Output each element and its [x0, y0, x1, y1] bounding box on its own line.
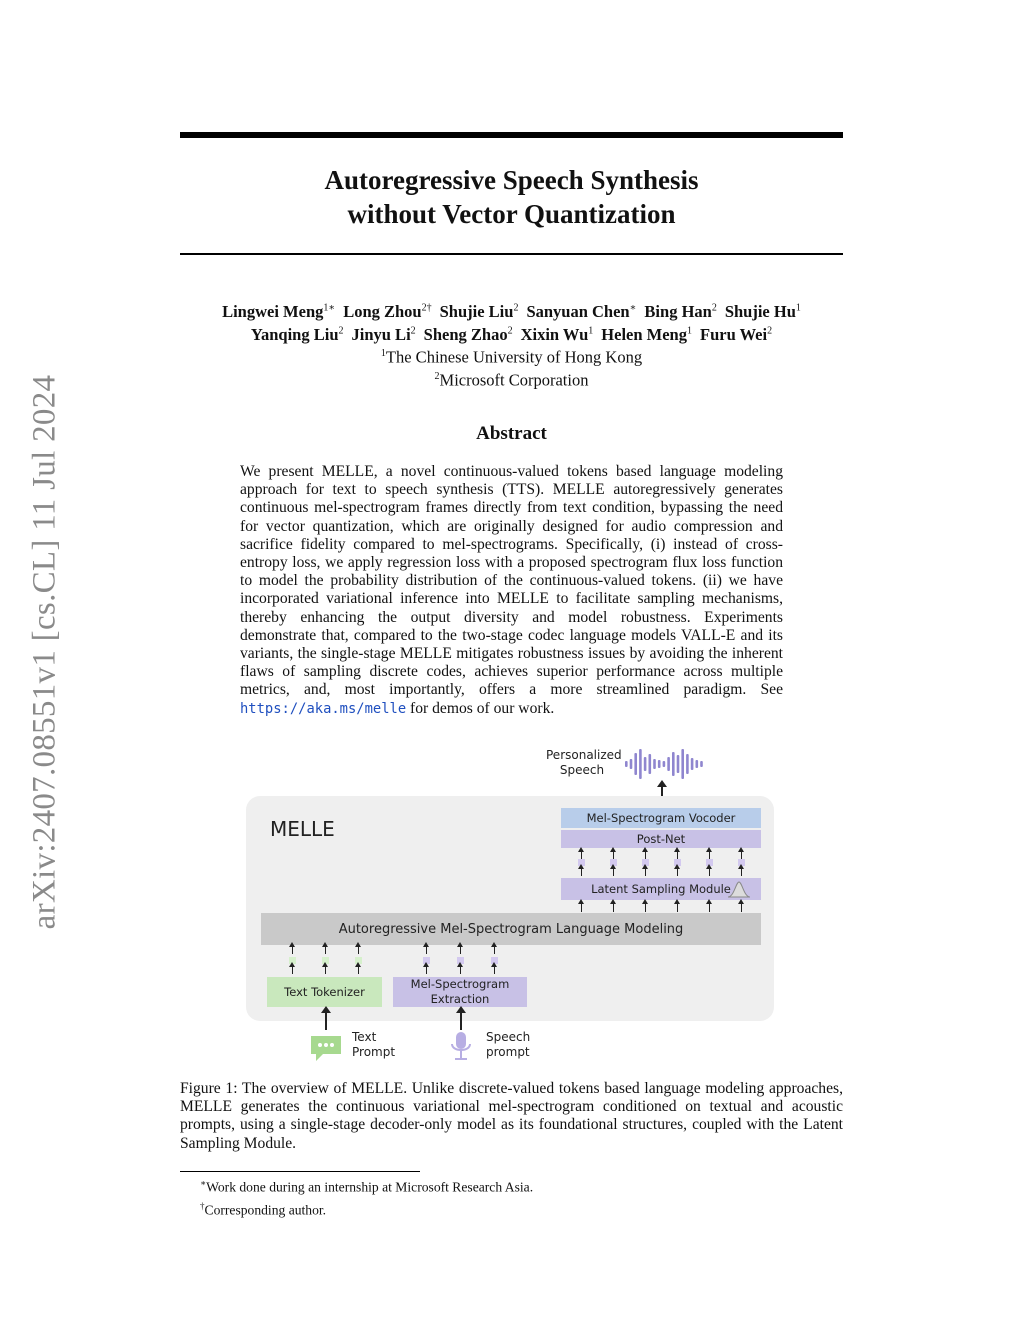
flow-arrow — [709, 903, 710, 912]
flow-arrow — [645, 868, 646, 876]
top-thick-rule — [180, 132, 843, 138]
waveform-bar — [677, 755, 680, 773]
author-affiliation-mark: 2† — [421, 302, 432, 313]
author-name — [424, 325, 513, 344]
author-name-text: Jinyu Li — [351, 324, 411, 344]
waveform-bar — [696, 760, 699, 768]
author-name — [700, 325, 772, 344]
figure-caption: Figure 1: The overview of MELLE. Unlike discrete-valued tokens based language modeling approaches, MELLE generates the continuous variational mel-spectrogram conditioned on textual and acoustic prompts, using a single-stage decoder-only model as its foundational structures, coupled with the Latent Sampling Module. — [180, 1080, 843, 1152]
author-name-text: Sheng Zhao — [423, 324, 508, 344]
waveform-bar — [653, 759, 656, 769]
flow-arrow — [645, 851, 646, 859]
flow-arrow — [494, 946, 495, 954]
author-name-text: Sanyuan Chen — [526, 301, 630, 321]
demo-link[interactable]: https://aka.ms/melle — [240, 700, 407, 717]
flow-arrow — [645, 903, 646, 912]
title-line-1: Autoregressive Speech Synthesis — [324, 165, 699, 195]
author-affiliation-mark: 1 — [795, 302, 801, 313]
author-name — [521, 325, 594, 344]
title-bottom-rule — [180, 253, 843, 255]
footnote-mark: ∗ — [200, 1178, 207, 1188]
author-name — [526, 302, 636, 321]
author-affiliation-mark: 1 — [687, 325, 692, 336]
flow-arrow — [741, 868, 742, 876]
author-name-text: Yanqing Liu — [250, 324, 339, 344]
waveform-bar — [644, 757, 647, 771]
waveform-bar — [681, 749, 684, 779]
author-affiliation-mark: 2 — [507, 325, 513, 336]
author-affiliation-mark: 1∗ — [323, 302, 336, 313]
text-input-arrow — [325, 1012, 327, 1030]
affiliation-1 — [180, 344, 843, 367]
footnotes — [200, 1174, 533, 1220]
flow-arrow — [358, 966, 359, 974]
waveform-bar — [667, 757, 670, 771]
vocoder-box: Mel-Spectrogram Vocoder — [561, 808, 761, 828]
waveform-bar — [700, 761, 703, 767]
waveform-bar — [686, 754, 689, 774]
flow-arrow — [325, 966, 326, 974]
flow-arrow — [613, 868, 614, 876]
flow-arrow — [741, 851, 742, 859]
flow-arrow — [325, 946, 326, 954]
author-name-text: Helen Meng — [601, 324, 687, 344]
flow-arrow — [709, 851, 710, 859]
flow-arrow — [292, 966, 293, 974]
language-model-box: Autoregressive Mel-Spectrogram Language Modeling — [261, 913, 761, 945]
author-name-text: Shujie Hu — [724, 301, 796, 321]
text-tokenizer-box: Text Tokenizer — [267, 977, 382, 1007]
footnote-mark: † — [200, 1201, 205, 1212]
waveform-bar — [672, 752, 675, 776]
abstract-body — [240, 463, 783, 718]
affiliation-text: The Chinese University of Hong Kong — [385, 347, 643, 367]
author-name-text: Bing Han — [644, 301, 712, 321]
flow-arrow — [292, 946, 293, 954]
waveform-icon — [623, 748, 707, 780]
author-name — [352, 325, 416, 344]
author-block — [180, 298, 843, 390]
flow-arrow — [460, 946, 461, 954]
author-name — [725, 302, 801, 321]
flow-arrow — [494, 966, 495, 974]
arxiv-identifier: arXiv:2407.08551v1 [cs.CL] 11 Jul 2024 — [26, 374, 63, 930]
flow-arrow — [581, 903, 582, 912]
author-name — [251, 325, 344, 344]
waveform-bar — [663, 761, 666, 767]
flow-arrow — [613, 851, 614, 859]
author-affiliation-mark: ∗ — [629, 302, 637, 313]
panel-title: MELLE — [270, 817, 335, 841]
personalized-speech-label: Personalized Speech — [546, 748, 622, 777]
postnet-box: Post-Net — [561, 830, 761, 848]
flow-arrow — [677, 868, 678, 876]
latent-sampling-label: Latent Sampling Module — [591, 881, 731, 896]
abstract-tail: for demos of our work. — [410, 699, 555, 717]
waveform-bar — [639, 749, 642, 779]
author-affiliation-mark: 2 — [767, 325, 773, 336]
footnote-2 — [200, 1197, 533, 1220]
author-name — [644, 302, 716, 321]
author-affiliation-mark: 2 — [338, 325, 344, 336]
author-name — [343, 302, 431, 321]
author-name-text: Lingwei Meng — [222, 301, 324, 321]
author-name — [440, 302, 519, 321]
flow-arrow — [613, 903, 614, 912]
affiliation-mark: 2 — [434, 371, 440, 382]
author-affiliation-mark: 2 — [513, 302, 519, 313]
speech-prompt-label: Speech prompt — [486, 1030, 531, 1059]
flow-arrow — [460, 966, 461, 974]
author-affiliation-mark: 1 — [588, 325, 594, 336]
flow-arrow — [581, 868, 582, 876]
title-line-2: without Vector Quantization — [347, 199, 676, 229]
affiliation-mark: 1 — [380, 348, 386, 359]
author-row-1 — [180, 298, 843, 321]
author-name-text: Xixin Wu — [520, 324, 589, 344]
author-name-text: Long Zhou — [343, 301, 422, 321]
waveform-bar — [658, 760, 661, 768]
author-name — [222, 302, 335, 321]
author-affiliation-mark: 2 — [711, 302, 717, 313]
flow-arrow — [677, 903, 678, 912]
paper-title — [180, 163, 843, 231]
waveform-bar — [634, 753, 637, 775]
footnote-rule — [180, 1171, 420, 1172]
flow-arrow — [426, 946, 427, 954]
flow-arrow — [426, 966, 427, 974]
flow-arrow — [741, 903, 742, 912]
author-row-2 — [180, 321, 843, 344]
flow-arrow — [677, 851, 678, 859]
author-affiliation-mark: 2 — [410, 325, 416, 336]
waveform-bar — [630, 759, 633, 769]
affiliation-2 — [180, 367, 843, 390]
microphone-icon — [449, 1030, 473, 1062]
flow-arrow — [358, 946, 359, 954]
footnote-1 — [200, 1174, 533, 1197]
author-name-text: Shujie Liu — [439, 301, 514, 321]
author-name-text: Furu Wei — [700, 324, 768, 344]
waveform-bar — [625, 761, 628, 767]
text-prompt-label: Text Prompt — [352, 1030, 396, 1059]
chat-bubble-icon — [309, 1034, 343, 1062]
footnote-text: Corresponding author. — [204, 1202, 327, 1218]
abstract-heading: Abstract — [476, 423, 547, 444]
affiliation-text: Microsoft Corporation — [439, 370, 589, 390]
mel-extraction-box: Mel-Spectrogram Extraction — [393, 977, 527, 1007]
flow-arrow — [581, 851, 582, 859]
waveform-bar — [691, 758, 694, 770]
flow-arrow — [709, 868, 710, 876]
waveform-bar — [649, 754, 652, 774]
abstract-text: We present MELLE, a novel continuous-valued tokens based language modeling approach for text to speech synthesis (TTS). MELLE autoregressively generates continuous mel-spectrogram frames directly from text condition, bypassing the need for vector quantization, which are originally designed for audio compression and sacrifice fidelity compared to mel-spectrograms. Specifically, (i) instead of cross-entropy loss, we apply regression loss with a proposed spectrogram flux loss function to model the probability distribution of the continuous-valued tokens. (ii) we have incorporated variational inference into MELLE to facilitate sampling mechanisms, thereby enhancing the output diversity and model robustness. Experiments demonstrate that, compared to the two-stage codec language models VALL-E and its variants, the single-stage MELLE mitigates robustness issues by avoiding the inherent flaws of sampling discrete codes, achieves superior performance across multiple metrics, and, most importantly, offers a more streamlined paradigm. See — [240, 463, 783, 699]
speech-input-arrow — [460, 1012, 462, 1030]
author-name — [601, 325, 692, 344]
gaussian-curve-icon — [727, 880, 751, 898]
footnote-text: Work done during an internship at Microsoft Research Asia. — [206, 1179, 534, 1195]
